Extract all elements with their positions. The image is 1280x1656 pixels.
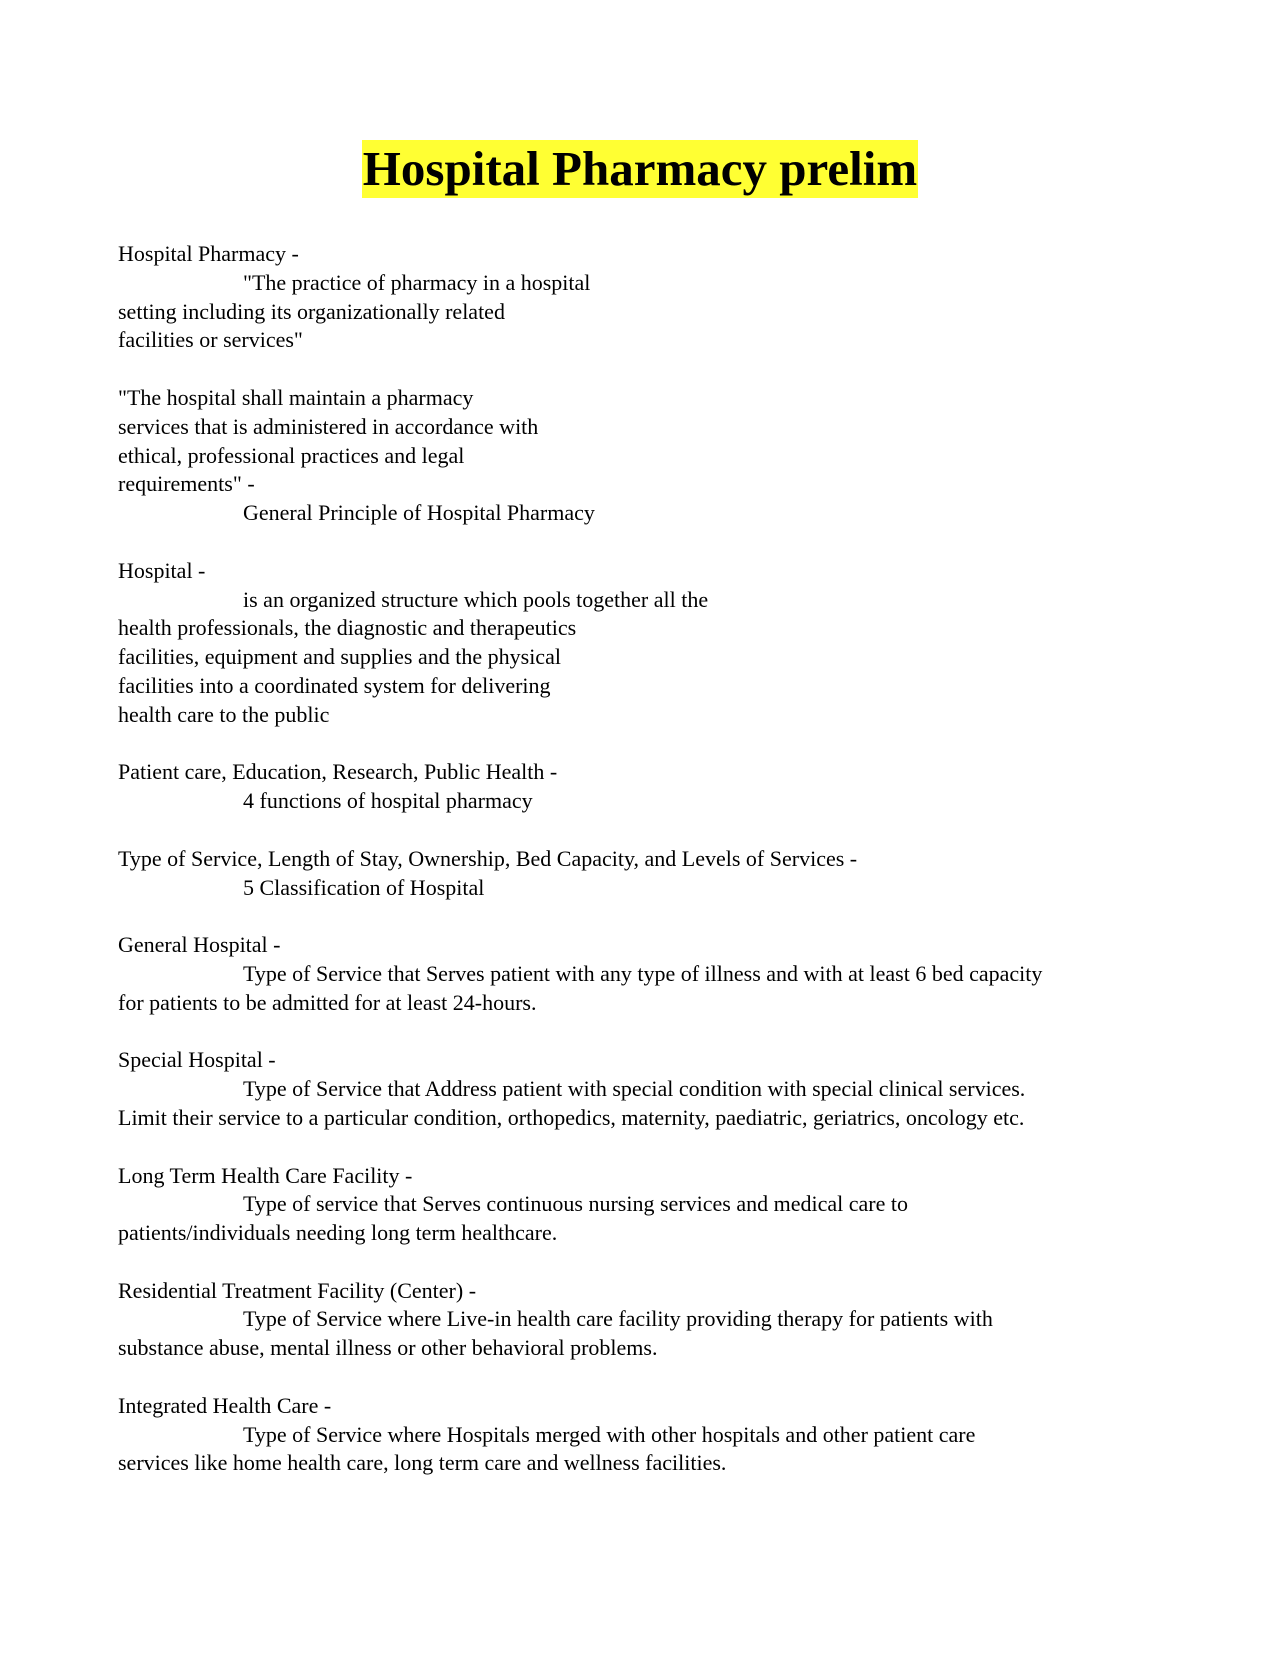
entry-definition-line: Type of Service that Serves patient with any type of illness and with at least 6 bed capacity [243,960,1043,986]
entry-term: Hospital Pharmacy - [118,241,299,266]
entry-definition-line: for patients to be admitted for at least 24-hours. [118,989,537,1015]
entry-definition-line: Type of Service that Address patient with special condition with special clinical services. [243,1076,1026,1102]
entry-long-term-care [118,1162,1178,1248]
document-body [118,240,1178,1507]
entry-hospital [118,557,1178,730]
entry-definition-line: facilities or services" [118,327,303,353]
entry-term-line: ethical, professional practices and legal [118,442,465,468]
entry-term-line: requirements" - [118,471,255,497]
entry-definition-line: is an organized structure which pools together all the [243,586,709,612]
entry-definition-line: setting including its organizationally related [118,298,505,324]
entry-term-line: services that is administered in accordance with [118,413,539,439]
entry-general-hospital [118,931,1178,1017]
entry-definition-line: 5 Classification of Hospital [243,874,485,900]
entry-term: Residential Treatment Facility (Center) - [118,1277,477,1303]
entry-term: Hospital - [118,557,206,583]
entry-general-principle [118,384,1178,528]
document-title: Hospital Pharmacy prelim [362,141,918,196]
entry-definition-line: Type of service that Serves continuous nursing services and medical care to [243,1191,908,1217]
entry-definition-line: Type of Service where Hospitals merged with other hospitals and other patient care [243,1421,976,1447]
entry-classification [118,845,1178,903]
entry-functions [118,758,1178,816]
entry-integrated-health-care [118,1392,1178,1478]
entry-term: Integrated Health Care - [118,1392,332,1418]
entry-definition-line: health professionals, the diagnostic and therapeutics [118,615,577,641]
entry-definition-line: General Principle of Hospital Pharmacy [243,500,595,526]
entry-definition-line: "The practice of pharmacy in a hospital [243,269,591,295]
entry-special-hospital [118,1046,1178,1132]
entry-term: General Hospital - [118,932,281,958]
entry-definition-line: facilities, equipment and supplies and the physical [118,644,561,670]
entry-definition-line: Limit their service to a particular condition, orthopedics, maternity, paediatric, geriatrics, oncology etc. [118,1104,1025,1130]
entry-definition-line: substance abuse, mental illness or other behavioral problems. [118,1335,658,1361]
entry-definition-line: Type of Service where Live-in health care facility providing therapy for patients with [243,1306,993,1332]
entry-term: Long Term Health Care Facility - [118,1162,413,1188]
entry-definition-line: patients/individuals needing long term healthcare. [118,1220,558,1246]
entry-definition-line: 4 functions of hospital pharmacy [243,788,533,814]
entry-definition-line: facilities into a coordinated system for delivering [118,672,551,698]
entry-definition-line: services like home health care, long term care and wellness facilities. [118,1450,727,1476]
entry-definition-line: health care to the public [118,701,330,727]
entry-residential-treatment [118,1277,1178,1363]
entry-term-line: "The hospital shall maintain a pharmacy [118,384,474,410]
entry-term: Type of Service, Length of Stay, Ownership, Bed Capacity, and Levels of Services - [118,845,858,871]
entry-term: Special Hospital - [118,1047,276,1073]
entry-hospital-pharmacy [118,240,1178,355]
entry-term: Patient care, Education, Research, Public Health - [118,759,558,785]
title-container [0,140,1280,198]
